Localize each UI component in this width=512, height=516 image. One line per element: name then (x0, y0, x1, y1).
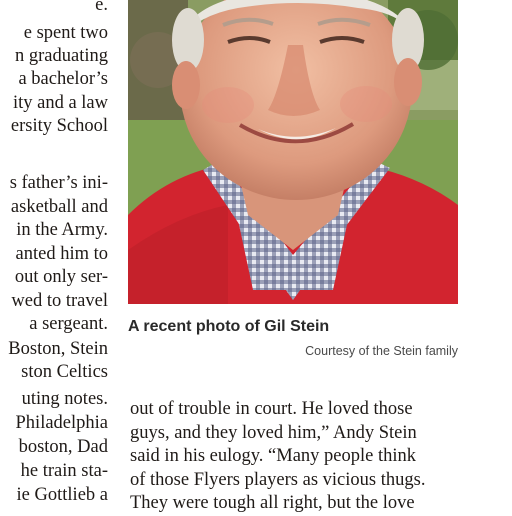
body-line: They were tough all right, but the love (130, 493, 415, 513)
body-line: out only ser- (14, 267, 108, 287)
body-line: a sergeant. (29, 314, 108, 334)
body-line: e. (95, 0, 108, 15)
body-line: out of trouble in court. He loved those (130, 399, 413, 419)
body-line: wed to travel (11, 291, 108, 311)
body-line: a bachelor’s (18, 69, 108, 89)
left-text-column (0, 0, 112, 512)
portrait-illustration (128, 0, 458, 304)
body-line: boston, Dad (18, 437, 108, 457)
body-line: uting notes. (21, 389, 108, 409)
body-line: Philadelphia (15, 413, 108, 433)
photo-caption: A recent photo of Gil Stein (128, 318, 330, 335)
body-line: said in his eulogy. “Many people think (130, 446, 417, 466)
body-line: of those Flyers players as vicious thugs. (130, 469, 426, 490)
body-line: ity and a law (12, 93, 108, 113)
photo-credit: Courtesy of the Stein family (305, 344, 458, 358)
body-line: anted him to (15, 244, 108, 264)
body-line: s father’s ini- (9, 173, 108, 193)
body-line: he train sta- (20, 461, 108, 481)
right-text-column (130, 398, 460, 516)
portrait-photo (128, 0, 458, 304)
body-line: in the Army. (16, 220, 108, 240)
body-line: e spent two (23, 23, 108, 43)
body-line: ie Gottlieb a (16, 485, 108, 505)
body-line: Boston, Stein (8, 339, 108, 359)
body-line: ston Celtics (21, 362, 108, 382)
body-line: guys, and they loved him,” Andy Stein (130, 422, 417, 443)
body-line: asketball and (10, 197, 108, 217)
body-line: ersity School (10, 116, 108, 136)
body-line: n graduating (15, 46, 108, 66)
